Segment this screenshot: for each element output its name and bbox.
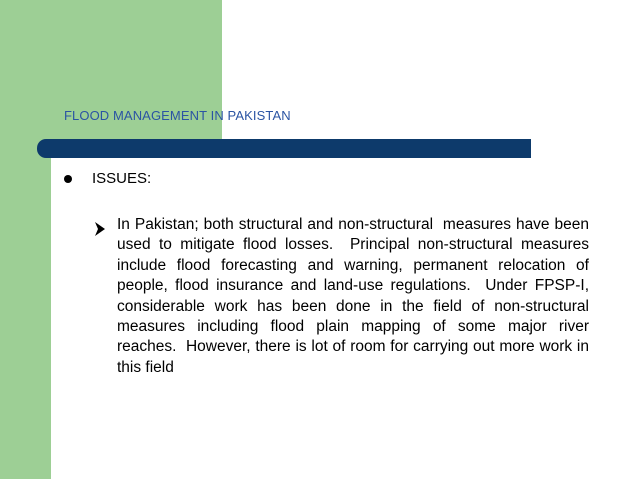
- slide-title: FLOOD MANAGEMENT IN PAKISTAN: [64, 108, 291, 123]
- issues-heading: ISSUES:: [92, 170, 152, 187]
- issues-paragraph: In Pakistan; both structural and non-structural measures have been used to mitigate flood losses. Principal non-structural measures include flood forecasting and warning, permanent relocation of people, flood insurance and land-use regulations. Under FPSP-I, considerable work has been done in the field of non-structural measures including flood plain mapping of some major river reaches. However, there is lot of room for carrying out more work in this field: [117, 216, 594, 376]
- decorative-green-strip: [0, 141, 51, 479]
- title-underline-bar: [37, 139, 531, 158]
- arrowhead-bullet-icon: [95, 222, 105, 236]
- round-bullet-icon: [64, 175, 72, 183]
